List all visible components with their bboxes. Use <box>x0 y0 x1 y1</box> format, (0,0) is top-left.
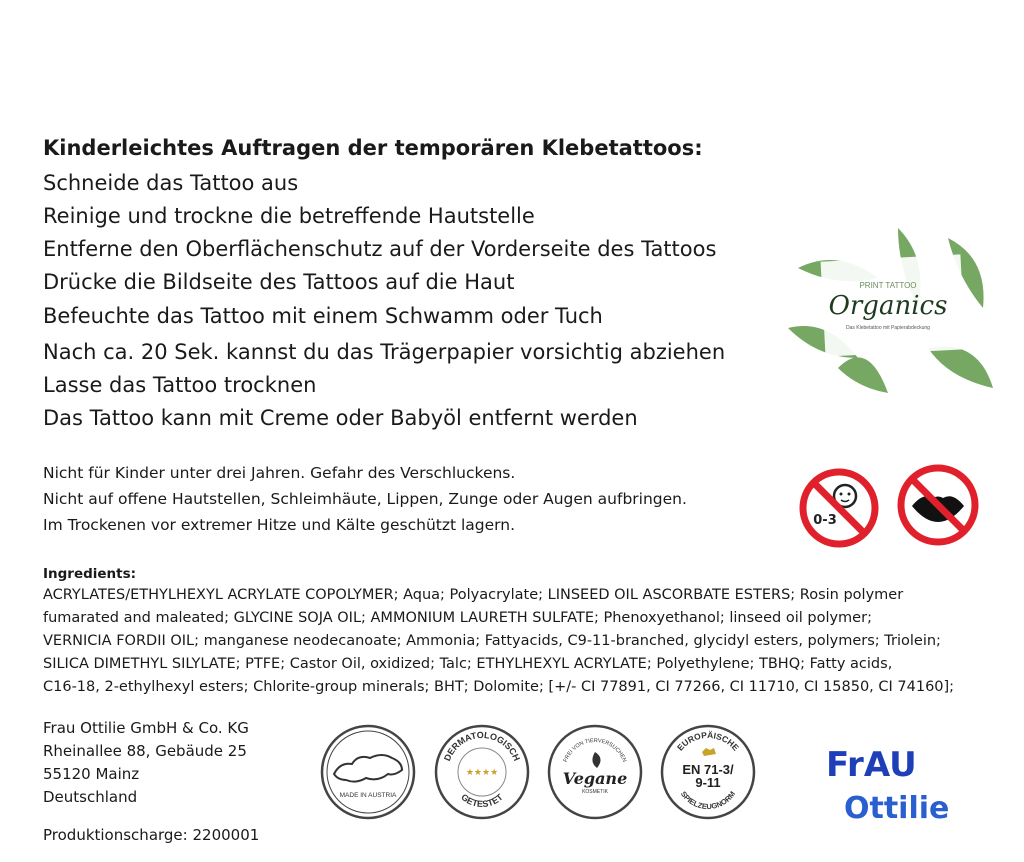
organics-main-text: Organics <box>828 291 948 321</box>
eu-line2: 9-11 <box>695 775 721 790</box>
dermatologically-tested-badge <box>432 722 532 822</box>
warning-text: Nicht auf offene Hautstellen, Schleimhäute, Lippen, Zunge oder Augen aufbringen. <box>43 490 687 508</box>
warning-text: Im Trockenen vor extremer Hitze und Kälte geschützt lagern. <box>43 516 516 534</box>
ingredients-line: VERNICIA FORDII OIL; manganese neodecanoate; Ammonia; Fattyacids, C9-11-branched, glycidyl esters, polymers; Triolein; <box>43 633 941 649</box>
ingredients-line: fumarated and maleated; GLYCINE SOJA OIL; AMMONIUM LAURETH SULFATE; Phenoxyethanol; linseed oil polymer; <box>43 610 872 626</box>
eu-line1: EN 71-3/ <box>682 762 734 777</box>
vegan-cosmetics-badge <box>545 722 645 822</box>
organics-logo <box>778 218 1000 400</box>
no-lips-icon <box>895 462 981 548</box>
brand-line2: Ottilie <box>844 791 950 826</box>
derma-top-text: DERMATOLOGISCH <box>442 729 522 763</box>
address-country: Deutschland <box>43 788 138 806</box>
instruction-step: Nach ca. 20 Sek. kannst du das Trägerpapier vorsichtig abziehen <box>43 340 726 364</box>
frau-ottilie-logo <box>818 738 958 828</box>
age-label: 0-3 <box>813 513 837 528</box>
austria-text: MADE IN AUSTRIA <box>339 792 397 799</box>
instruction-step: Drücke die Bildseite des Tattoos auf die Haut <box>43 270 515 294</box>
organics-top-text: PRINT TATTOO <box>859 281 917 290</box>
vegan-main-text: Vegane <box>562 769 628 788</box>
brand-line1: FrAU <box>826 745 917 785</box>
no-children-under-3-icon <box>797 466 881 550</box>
eu-toy-standard-badge <box>658 722 758 822</box>
ingredients-heading: Ingredients: <box>43 566 137 582</box>
made-in-austria-badge <box>318 722 418 822</box>
ingredients-line: C16-18, 2-ethylhexyl esters; Chlorite-group minerals; BHT; Dolomite; [+/- CI 77891, CI 77266, CI 11710, CI 15850, CI 74160]; <box>43 679 955 695</box>
vegan-sub-text: KOSMETIK <box>582 789 608 795</box>
eu-top-text: EUROPÄISCHE <box>674 729 742 753</box>
address-street: Rheinallee 88, Gebäude 25 <box>43 742 247 760</box>
ingredients-line: SILICA DIMETHYL SILYLATE; PTFE; Castor Oil, oxidized; Talc; ETHYLHEXYL ACRYLATE; Polyethylene; TBHQ; Fatty acids, <box>43 656 893 672</box>
address-company: Frau Ottilie GmbH & Co. KG <box>43 719 249 737</box>
derma-bottom-text: GETESTET <box>459 791 505 810</box>
production-batch: Produktionscharge: 2200001 <box>43 826 260 844</box>
instruction-step: Schneide das Tattoo aus <box>43 171 299 195</box>
organics-tagline: Das Klebetattoo mit Papierabdeckung <box>846 325 930 331</box>
vegan-top-text: FREI VON TIERVERSUCHEN <box>562 737 628 764</box>
ingredients-line: ACRYLATES/ETHYLHEXYL ACRYLATE COPOLYMER; Aqua; Polyacrylate; LINSEED OIL ASCORBATE ESTERS; Rosin polymer <box>43 587 904 603</box>
instruction-step: Lasse das Tattoo trocknen <box>43 373 317 397</box>
eu-bottom-text: SPIELZEUGNORM <box>678 789 738 812</box>
instruction-step: Befeuchte das Tattoo mit einem Schwamm oder Tuch <box>43 304 603 328</box>
address-city: 55120 Mainz <box>43 765 140 783</box>
instruction-step: Entferne den Oberflächenschutz auf der Vorderseite des Tattoos <box>43 237 717 261</box>
instruction-step: Reinige und trockne die betreffende Hautstelle <box>43 204 535 228</box>
stars-icon: ★★★★ <box>465 768 499 778</box>
warning-text: Nicht für Kinder unter drei Jahren. Gefahr des Verschluckens. <box>43 464 516 482</box>
instructions-title: Kinderleichtes Auftragen der temporären Klebetattoos: <box>43 136 703 160</box>
instruction-step: Das Tattoo kann mit Creme oder Babyöl entfernt werden <box>43 406 638 430</box>
